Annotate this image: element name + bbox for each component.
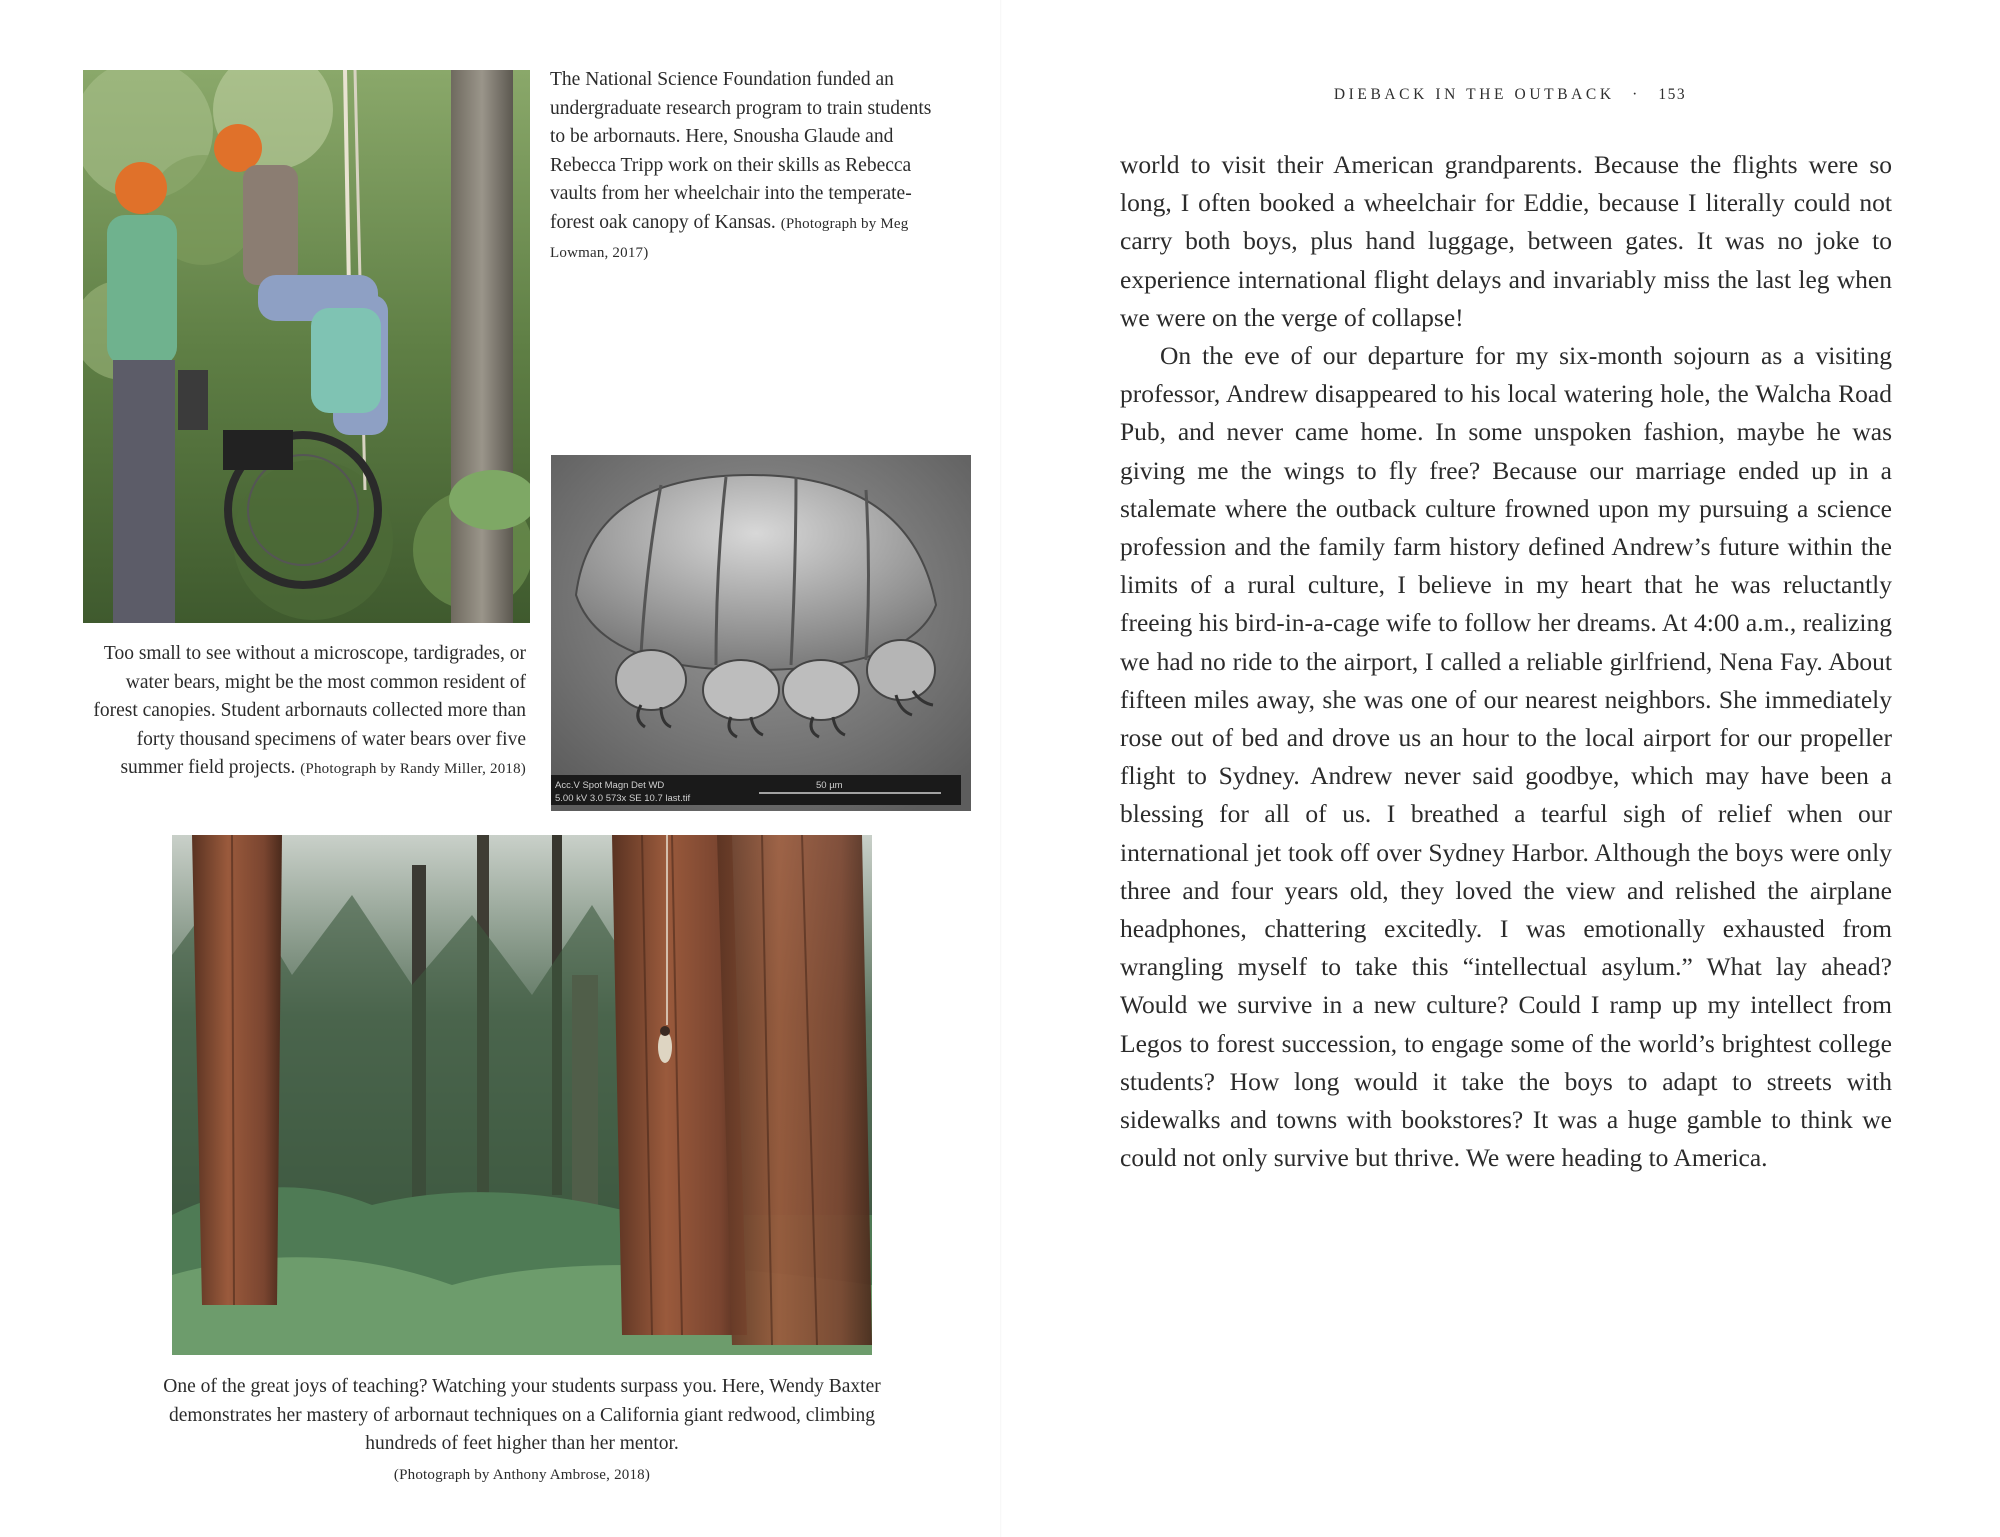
photo-redwood-climber	[172, 835, 872, 1355]
page-number: 153	[1658, 86, 1687, 103]
photo-credit: (Photograph by Randy Miller, 2018)	[300, 761, 526, 777]
caption-nsf-wheelchair	[550, 66, 950, 268]
photo-credit: (Photograph by Anthony Ambrose, 2018)	[393, 1466, 651, 1483]
sem-label-row1: Acc.V Spot Magn Det WD	[555, 780, 665, 791]
caption-text: Too small to see without a microscope, tardigrades, or water bears, might be the most common resident of forest canopies. Student arbornauts collected more than forty thousand specimens of water bears over five summer field projects.	[93, 643, 526, 778]
photo-credit: (Photograph by Meg Lowman, 2017)	[550, 215, 909, 261]
caption-text: The National Science Foundation funded an undergraduate research program to train students to be arbornauts. Here, Snousha Glaude and Rebecca Tripp work on their skills as Rebecca vaults from her wheelchair into the temperate-forest oak canopy of Kansas.	[550, 69, 932, 233]
body-text	[1120, 146, 1892, 1177]
body-paragraph: On the eve of our departure for my six-month sojourn as a visiting professor, Andrew disappeared to his local watering hole, the Walcha Road Pub, and never came home. In some unspoken fashion, maybe he was giving me the wings to fly free? Because our marriage ended up in a stalemate where the outback culture frowned upon my pursuing a science profession and the family farm history defined Andrew’s future within the limits of a rural culture, I believe in my heart that he was reluctantly freeing his bird-in-a-cage wife to follow her dreams. At 4:00 a.m., realizing we had no ride to the airport, I called a reliable girlfriend, Nena Fay. About fifteen miles away, she was one of our nearest neighbors. She immediately rose out of bed and drove us an hour to the local airport for our propeller flight to Sydney. Andrew never said goodbye, which may have been a blessing for all of us. I breathed a tearful sigh of relief when our international jet took off over Sydney Harbor. Although the boys were only three and four years old, they loved the view and relished the airplane headphones, chattering excitedly. I was emotionally exhausted from wrangling myself to take this “intellectual asylum.” What lay ahead? Would we survive in a new culture? Could I ramp up my intellect from Legos to forest succession, to engage some of the world’s brightest college students? How long would it take the boys to adapt to streets with sidewalks and towns with bookstores? It was a huge gamble to think we could not only survive but thrive. We were heading to America.	[1120, 341, 1892, 1173]
photo-arbornauts-wheelchair	[83, 70, 530, 623]
caption-redwood	[150, 1373, 894, 1489]
photo-tardigrade-sem	[551, 455, 971, 811]
header-separator: ·	[1632, 86, 1641, 103]
running-header	[1120, 86, 1900, 104]
chapter-title: DIEBACK IN THE OUTBACK	[1333, 86, 1615, 103]
caption-text: One of the great joys of teaching? Watching your students surpass you. Here, Wendy Baxter demonstrates her mastery of arbornaut techniques on a California giant redwood, climbing hundreds of feet higher than her mentor.	[163, 1376, 881, 1454]
caption-tardigrade	[88, 640, 526, 784]
sem-scale-label: 50 µm	[816, 780, 843, 791]
body-paragraph: world to visit their American grandparents. Because the flights were so long, I often booked a wheelchair for Eddie, because I literally could not carry both boys, plus hand luggage, between gates. It was no joke to experience international flight delays and invariably miss the last leg when we were on the verge of collapse!	[1120, 150, 1892, 332]
page-gutter	[1000, 0, 1002, 1537]
sem-label-row2: 5.00 kV 3.0 573x SE 10.7 last.tif	[555, 793, 691, 804]
